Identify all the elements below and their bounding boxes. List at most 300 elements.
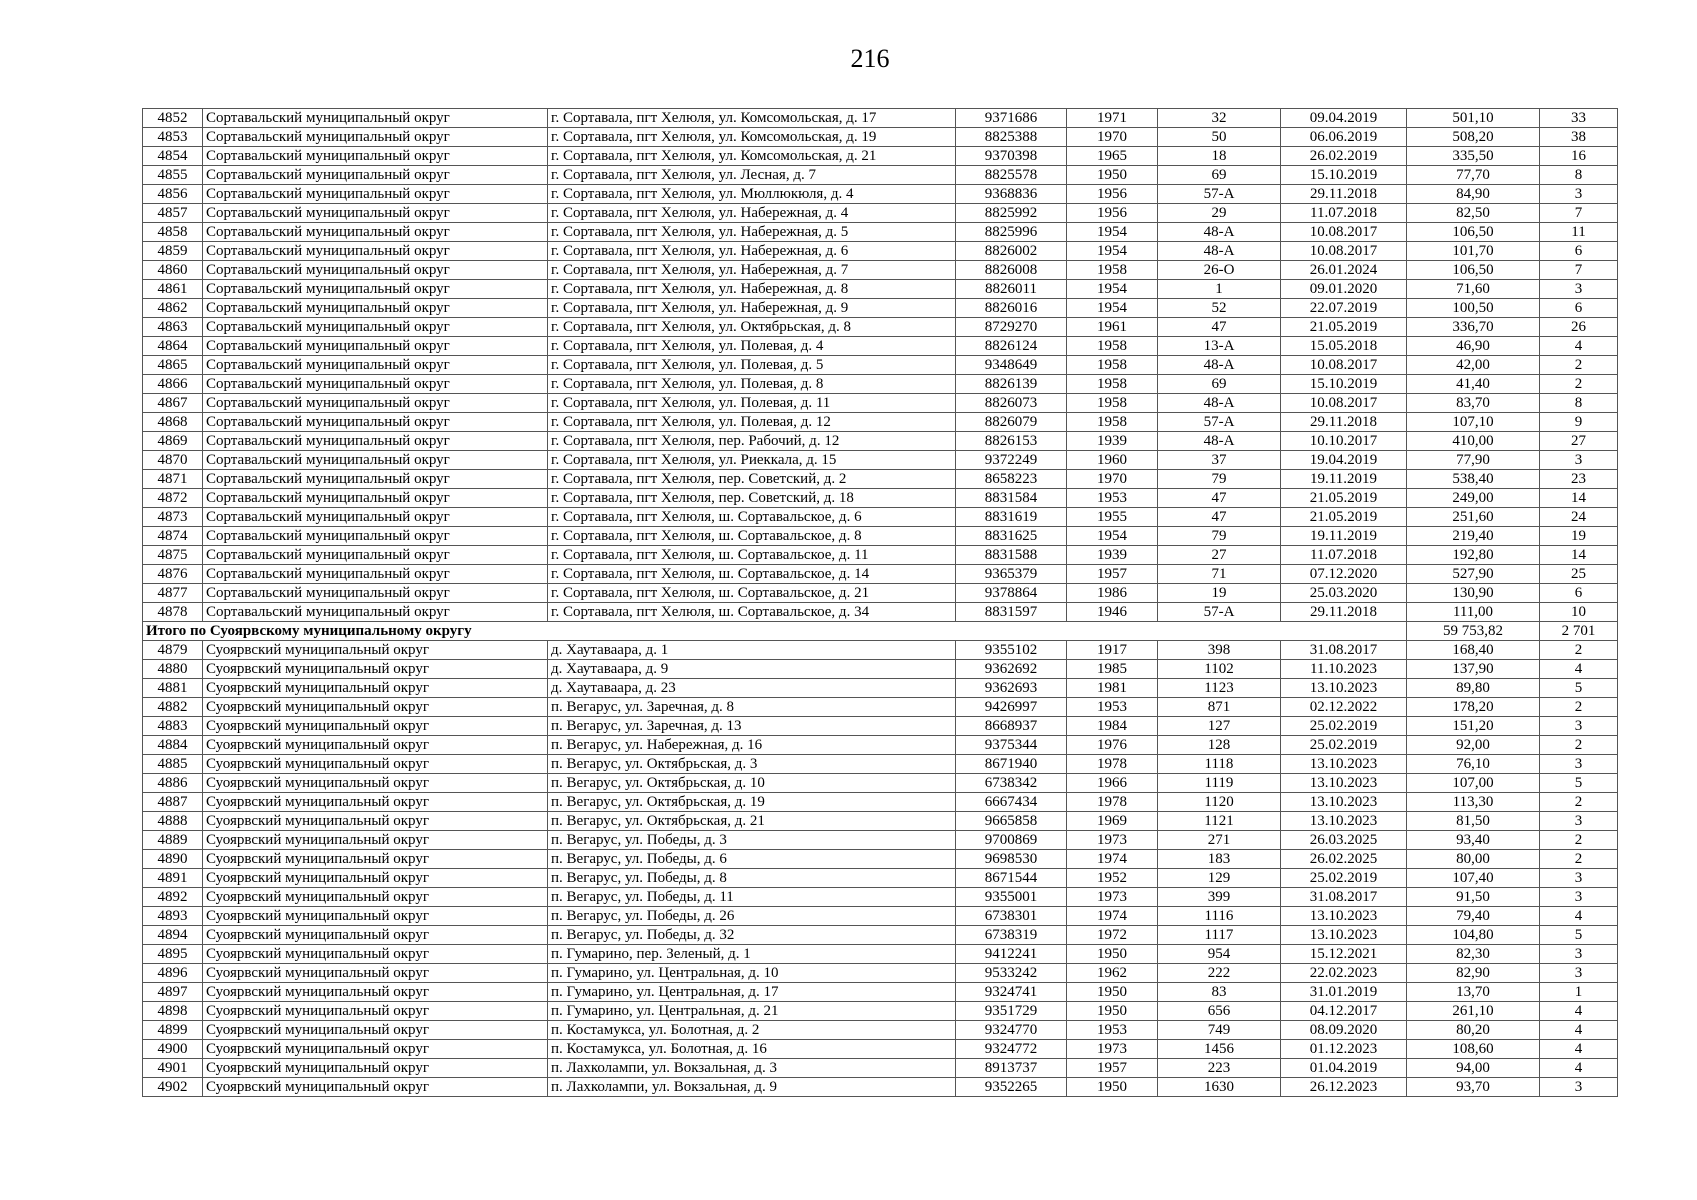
address-cell: г. Сортавала, пгт Хелюля, ул. Полевая, д. 11 (548, 394, 956, 413)
address-cell: г. Сортавала, пгт Хелюля, ш. Сортавальское, д. 14 (548, 565, 956, 584)
year-cell: 1939 (1067, 546, 1158, 565)
municipality-cell: Сортавальский муниципальный округ (203, 337, 548, 356)
document-number-cell: 399 (1158, 888, 1281, 907)
table-row (143, 242, 1618, 261)
document-date-cell: 21.05.2019 (1281, 508, 1407, 527)
document-date-cell: 29.11.2018 (1281, 185, 1407, 204)
table-row (143, 603, 1618, 622)
document-date-cell: 09.01.2020 (1281, 280, 1407, 299)
address-cell: г. Сортавала, пгт Хелюля, ул. Лесная, д. 7 (548, 166, 956, 185)
document-date-cell: 26.12.2023 (1281, 1078, 1407, 1097)
address-cell: г. Сортавала, пгт Хелюля, ул. Риеккала, д. 15 (548, 451, 956, 470)
municipality-cell: Сортавальский муниципальный округ (203, 356, 548, 375)
document-date-cell: 07.12.2020 (1281, 565, 1407, 584)
building-id-cell: 8826008 (956, 261, 1067, 280)
area-cell: 219,40 (1407, 527, 1540, 546)
municipality-cell: Сортавальский муниципальный округ (203, 166, 548, 185)
area-cell: 82,50 (1407, 204, 1540, 223)
area-cell: 82,30 (1407, 945, 1540, 964)
municipality-cell: Суоярвский муниципальный округ (203, 774, 548, 793)
year-cell: 1957 (1067, 1059, 1158, 1078)
building-id-cell: 8826002 (956, 242, 1067, 261)
municipality-cell: Суоярвский муниципальный округ (203, 698, 548, 717)
row-number: 4885 (143, 755, 203, 774)
area-cell: 83,70 (1407, 394, 1540, 413)
document-number-cell: 57-А (1158, 413, 1281, 432)
residents-cell: 3 (1540, 451, 1618, 470)
residents-cell: 2 (1540, 831, 1618, 850)
year-cell: 1958 (1067, 413, 1158, 432)
municipality-cell: Суоярвский муниципальный округ (203, 755, 548, 774)
residents-cell: 2 (1540, 698, 1618, 717)
municipality-cell: Сортавальский муниципальный округ (203, 223, 548, 242)
year-cell: 1954 (1067, 223, 1158, 242)
area-cell: 46,90 (1407, 337, 1540, 356)
area-cell: 508,20 (1407, 128, 1540, 147)
residents-cell: 24 (1540, 508, 1618, 527)
building-id-cell: 8826139 (956, 375, 1067, 394)
year-cell: 1974 (1067, 907, 1158, 926)
area-cell: 93,70 (1407, 1078, 1540, 1097)
municipality-cell: Суоярвский муниципальный округ (203, 1021, 548, 1040)
year-cell: 1973 (1067, 888, 1158, 907)
address-cell: г. Сортавала, пгт Хелюля, ул. Набережная, д. 6 (548, 242, 956, 261)
building-id-cell: 9351729 (956, 1002, 1067, 1021)
year-cell: 1954 (1067, 527, 1158, 546)
subtotal-area: 59 753,82 (1407, 622, 1540, 641)
residents-cell: 7 (1540, 204, 1618, 223)
row-number: 4892 (143, 888, 203, 907)
document-date-cell: 10.08.2017 (1281, 356, 1407, 375)
document-date-cell: 10.10.2017 (1281, 432, 1407, 451)
area-cell: 251,60 (1407, 508, 1540, 527)
area-cell: 335,50 (1407, 147, 1540, 166)
address-cell: п. Лахколампи, ул. Вокзальная, д. 9 (548, 1078, 956, 1097)
document-date-cell: 13.10.2023 (1281, 907, 1407, 926)
building-id-cell: 8826011 (956, 280, 1067, 299)
row-number: 4898 (143, 1002, 203, 1021)
document-date-cell: 10.08.2017 (1281, 223, 1407, 242)
building-id-cell: 9348649 (956, 356, 1067, 375)
document-date-cell: 21.05.2019 (1281, 489, 1407, 508)
municipality-cell: Сортавальский муниципальный округ (203, 603, 548, 622)
municipality-cell: Сортавальский муниципальный округ (203, 451, 548, 470)
year-cell: 1952 (1067, 869, 1158, 888)
area-cell: 538,40 (1407, 470, 1540, 489)
municipality-cell: Суоярвский муниципальный округ (203, 945, 548, 964)
table-row (143, 641, 1618, 660)
document-number-cell: 129 (1158, 869, 1281, 888)
table-row (143, 451, 1618, 470)
year-cell: 1950 (1067, 983, 1158, 1002)
table-row (143, 470, 1618, 489)
table-row (143, 1040, 1618, 1059)
document-date-cell: 13.10.2023 (1281, 774, 1407, 793)
area-cell: 77,70 (1407, 166, 1540, 185)
municipality-cell: Сортавальский муниципальный округ (203, 527, 548, 546)
document-number-cell: 127 (1158, 717, 1281, 736)
building-id-cell: 8729270 (956, 318, 1067, 337)
residents-cell: 3 (1540, 717, 1618, 736)
residents-cell: 2 (1540, 356, 1618, 375)
table-row (143, 204, 1618, 223)
building-id-cell: 9324770 (956, 1021, 1067, 1040)
area-cell: 41,40 (1407, 375, 1540, 394)
document-number-cell: 48-А (1158, 242, 1281, 261)
year-cell: 1973 (1067, 1040, 1158, 1059)
address-cell: г. Сортавала, пгт Хелюля, ул. Полевая, д. 5 (548, 356, 956, 375)
residents-cell: 2 (1540, 641, 1618, 660)
document-date-cell: 15.05.2018 (1281, 337, 1407, 356)
year-cell: 1981 (1067, 679, 1158, 698)
document-number-cell: 1118 (1158, 755, 1281, 774)
document-number-cell: 1456 (1158, 1040, 1281, 1059)
residents-cell: 3 (1540, 869, 1618, 888)
document-date-cell: 25.02.2019 (1281, 736, 1407, 755)
residents-cell: 2 (1540, 850, 1618, 869)
year-cell: 1973 (1067, 831, 1158, 850)
area-cell: 249,00 (1407, 489, 1540, 508)
municipality-cell: Суоярвский муниципальный округ (203, 1059, 548, 1078)
document-date-cell: 10.08.2017 (1281, 242, 1407, 261)
municipality-cell: Сортавальский муниципальный округ (203, 261, 548, 280)
table-row (143, 261, 1618, 280)
address-cell: г. Сортавала, пгт Хелюля, ул. Набережная, д. 5 (548, 223, 956, 242)
table-row (143, 508, 1618, 527)
residents-cell: 5 (1540, 679, 1618, 698)
building-id-cell: 9355102 (956, 641, 1067, 660)
building-id-cell: 9700869 (956, 831, 1067, 850)
document-number-cell: 37 (1158, 451, 1281, 470)
subtotal-row (143, 622, 1618, 641)
table-row (143, 1078, 1618, 1097)
address-cell: п. Костамукса, ул. Болотная, д. 2 (548, 1021, 956, 1040)
document-date-cell: 21.05.2019 (1281, 318, 1407, 337)
municipality-cell: Суоярвский муниципальный округ (203, 831, 548, 850)
row-number: 4875 (143, 546, 203, 565)
municipality-cell: Суоярвский муниципальный округ (203, 793, 548, 812)
area-cell: 192,80 (1407, 546, 1540, 565)
municipality-cell: Суоярвский муниципальный округ (203, 641, 548, 660)
residents-cell: 3 (1540, 812, 1618, 831)
row-number: 4852 (143, 109, 203, 128)
residents-cell: 4 (1540, 1059, 1618, 1078)
address-cell: д. Хаутаваара, д. 1 (548, 641, 956, 660)
address-cell: п. Гумарино, ул. Центральная, д. 21 (548, 1002, 956, 1021)
address-cell: г. Сортавала, пгт Хелюля, ул. Комсомольская, д. 17 (548, 109, 956, 128)
residents-cell: 33 (1540, 109, 1618, 128)
table-row (143, 147, 1618, 166)
building-id-cell: 6738319 (956, 926, 1067, 945)
table-row (143, 432, 1618, 451)
document-number-cell: 52 (1158, 299, 1281, 318)
document-date-cell: 15.10.2019 (1281, 166, 1407, 185)
residents-cell: 11 (1540, 223, 1618, 242)
municipality-cell: Сортавальский муниципальный округ (203, 318, 548, 337)
residents-cell: 3 (1540, 280, 1618, 299)
table-row (143, 983, 1618, 1002)
residents-cell: 3 (1540, 185, 1618, 204)
residents-cell: 5 (1540, 774, 1618, 793)
residents-cell: 14 (1540, 546, 1618, 565)
municipality-cell: Сортавальский муниципальный округ (203, 109, 548, 128)
table-row (143, 717, 1618, 736)
building-id-cell: 9372249 (956, 451, 1067, 470)
document-number-cell: 1119 (1158, 774, 1281, 793)
residents-cell: 16 (1540, 147, 1618, 166)
municipality-cell: Суоярвский муниципальный округ (203, 679, 548, 698)
row-number: 4890 (143, 850, 203, 869)
document-date-cell: 11.10.2023 (1281, 660, 1407, 679)
document-date-cell: 09.04.2019 (1281, 109, 1407, 128)
document-date-cell: 13.10.2023 (1281, 793, 1407, 812)
document-date-cell: 19.11.2019 (1281, 470, 1407, 489)
document-date-cell: 29.11.2018 (1281, 603, 1407, 622)
row-number: 4883 (143, 717, 203, 736)
document-date-cell: 26.03.2025 (1281, 831, 1407, 850)
residents-cell: 1 (1540, 983, 1618, 1002)
document-number-cell: 69 (1158, 375, 1281, 394)
table-row (143, 584, 1618, 603)
residents-cell: 6 (1540, 299, 1618, 318)
year-cell: 1970 (1067, 470, 1158, 489)
row-number: 4872 (143, 489, 203, 508)
row-number: 4891 (143, 869, 203, 888)
row-number: 4899 (143, 1021, 203, 1040)
address-cell: г. Сортавала, пгт Хелюля, ул. Комсомольская, д. 19 (548, 128, 956, 147)
residents-cell: 26 (1540, 318, 1618, 337)
area-cell: 84,90 (1407, 185, 1540, 204)
document-date-cell: 06.06.2019 (1281, 128, 1407, 147)
address-cell: г. Сортавала, пгт Хелюля, пер. Советский, д. 18 (548, 489, 956, 508)
document-date-cell: 10.08.2017 (1281, 394, 1407, 413)
row-number: 4867 (143, 394, 203, 413)
table-row (143, 1021, 1618, 1040)
document-number-cell: 48-А (1158, 223, 1281, 242)
residents-cell: 38 (1540, 128, 1618, 147)
row-number: 4894 (143, 926, 203, 945)
area-cell: 410,00 (1407, 432, 1540, 451)
municipality-cell: Суоярвский муниципальный округ (203, 926, 548, 945)
document-number-cell: 47 (1158, 318, 1281, 337)
building-id-cell: 9412241 (956, 945, 1067, 964)
document-number-cell: 1 (1158, 280, 1281, 299)
building-id-cell: 9355001 (956, 888, 1067, 907)
row-number: 4871 (143, 470, 203, 489)
document-date-cell: 13.10.2023 (1281, 755, 1407, 774)
row-number: 4860 (143, 261, 203, 280)
building-id-cell: 8658223 (956, 470, 1067, 489)
building-id-cell: 9362693 (956, 679, 1067, 698)
residents-cell: 2 (1540, 375, 1618, 394)
document-date-cell: 08.09.2020 (1281, 1021, 1407, 1040)
municipality-cell: Суоярвский муниципальный округ (203, 1002, 548, 1021)
area-cell: 101,70 (1407, 242, 1540, 261)
municipality-cell: Сортавальский муниципальный округ (203, 470, 548, 489)
building-id-cell: 8825996 (956, 223, 1067, 242)
row-number: 4864 (143, 337, 203, 356)
document-number-cell: 1117 (1158, 926, 1281, 945)
document-number-cell: 1102 (1158, 660, 1281, 679)
municipality-cell: Сортавальский муниципальный округ (203, 128, 548, 147)
row-number: 4878 (143, 603, 203, 622)
municipality-cell: Сортавальский муниципальный округ (203, 413, 548, 432)
document-date-cell: 19.04.2019 (1281, 451, 1407, 470)
address-cell: г. Сортавала, пгт Хелюля, ш. Сортавальское, д. 11 (548, 546, 956, 565)
area-cell: 527,90 (1407, 565, 1540, 584)
row-number: 4887 (143, 793, 203, 812)
row-number: 4858 (143, 223, 203, 242)
municipality-cell: Суоярвский муниципальный округ (203, 888, 548, 907)
municipality-cell: Сортавальский муниципальный округ (203, 489, 548, 508)
address-cell: п. Лахколампи, ул. Вокзальная, д. 3 (548, 1059, 956, 1078)
building-id-cell: 6738342 (956, 774, 1067, 793)
building-id-cell: 8826079 (956, 413, 1067, 432)
document-number-cell: 1630 (1158, 1078, 1281, 1097)
residents-cell: 2 (1540, 736, 1618, 755)
year-cell: 1976 (1067, 736, 1158, 755)
municipality-cell: Сортавальский муниципальный округ (203, 375, 548, 394)
year-cell: 1978 (1067, 755, 1158, 774)
document-number-cell: 32 (1158, 109, 1281, 128)
year-cell: 1958 (1067, 375, 1158, 394)
address-cell: п. Вегарус, ул. Октябрьская, д. 3 (548, 755, 956, 774)
table-row (143, 793, 1618, 812)
document-date-cell: 15.12.2021 (1281, 945, 1407, 964)
year-cell: 1953 (1067, 489, 1158, 508)
residents-cell: 3 (1540, 964, 1618, 983)
row-number: 4873 (143, 508, 203, 527)
row-number: 4857 (143, 204, 203, 223)
document-date-cell: 01.12.2023 (1281, 1040, 1407, 1059)
area-cell: 178,20 (1407, 698, 1540, 717)
year-cell: 1956 (1067, 204, 1158, 223)
document-number-cell: 222 (1158, 964, 1281, 983)
residents-cell: 2 (1540, 793, 1618, 812)
building-id-cell: 9426997 (956, 698, 1067, 717)
building-id-cell: 8913737 (956, 1059, 1067, 1078)
document-date-cell: 04.12.2017 (1281, 1002, 1407, 1021)
document-date-cell: 26.02.2019 (1281, 147, 1407, 166)
residents-cell: 19 (1540, 527, 1618, 546)
area-cell: 168,40 (1407, 641, 1540, 660)
residents-cell: 4 (1540, 1002, 1618, 1021)
table-row (143, 527, 1618, 546)
area-cell: 261,10 (1407, 1002, 1540, 1021)
address-cell: г. Сортавала, пгт Хелюля, ул. Полевая, д. 8 (548, 375, 956, 394)
table-row (143, 850, 1618, 869)
year-cell: 1950 (1067, 945, 1158, 964)
residents-cell: 23 (1540, 470, 1618, 489)
row-number: 4902 (143, 1078, 203, 1097)
document-number-cell: 13-А (1158, 337, 1281, 356)
document-date-cell: 22.02.2023 (1281, 964, 1407, 983)
document-number-cell: 71 (1158, 565, 1281, 584)
table-row (143, 812, 1618, 831)
address-cell: г. Сортавала, пгт Хелюля, ул. Полевая, д. 12 (548, 413, 956, 432)
table-row (143, 660, 1618, 679)
building-id-cell: 9378864 (956, 584, 1067, 603)
document-number-cell: 183 (1158, 850, 1281, 869)
municipality-cell: Суоярвский муниципальный округ (203, 736, 548, 755)
municipality-cell: Сортавальский муниципальный округ (203, 204, 548, 223)
address-cell: п. Вегарус, ул. Октябрьская, д. 10 (548, 774, 956, 793)
area-cell: 82,90 (1407, 964, 1540, 983)
document-number-cell: 48-А (1158, 356, 1281, 375)
document-number-cell: 57-А (1158, 603, 1281, 622)
residents-cell: 8 (1540, 166, 1618, 185)
row-number: 4874 (143, 527, 203, 546)
document-date-cell: 19.11.2019 (1281, 527, 1407, 546)
row-number: 4870 (143, 451, 203, 470)
municipality-cell: Суоярвский муниципальный округ (203, 717, 548, 736)
year-cell: 1985 (1067, 660, 1158, 679)
area-cell: 130,90 (1407, 584, 1540, 603)
table-row (143, 299, 1618, 318)
address-cell: д. Хаутаваара, д. 23 (548, 679, 956, 698)
municipality-cell: Сортавальский муниципальный округ (203, 280, 548, 299)
address-cell: г. Сортавала, пгт Хелюля, ул. Набережная, д. 4 (548, 204, 956, 223)
table-row (143, 223, 1618, 242)
table-row (143, 166, 1618, 185)
address-cell: г. Сортавала, пгт Хелюля, ул. Полевая, д. 4 (548, 337, 956, 356)
area-cell: 113,30 (1407, 793, 1540, 812)
row-number: 4869 (143, 432, 203, 451)
address-cell: п. Вегарус, ул. Октябрьская, д. 19 (548, 793, 956, 812)
residents-cell: 3 (1540, 888, 1618, 907)
year-cell: 1939 (1067, 432, 1158, 451)
year-cell: 1961 (1067, 318, 1158, 337)
row-number: 4853 (143, 128, 203, 147)
area-cell: 108,60 (1407, 1040, 1540, 1059)
area-cell: 107,10 (1407, 413, 1540, 432)
page-number: 216 (850, 44, 890, 73)
table-row (143, 774, 1618, 793)
document-date-cell: 25.02.2019 (1281, 869, 1407, 888)
municipality-cell: Сортавальский муниципальный округ (203, 584, 548, 603)
year-cell: 1957 (1067, 565, 1158, 584)
row-number: 4879 (143, 641, 203, 660)
year-cell: 1966 (1067, 774, 1158, 793)
building-id-cell: 9368836 (956, 185, 1067, 204)
address-cell: п. Вегарус, ул. Победы, д. 32 (548, 926, 956, 945)
residents-cell: 4 (1540, 907, 1618, 926)
row-number: 4877 (143, 584, 203, 603)
residents-cell: 3 (1540, 945, 1618, 964)
row-number: 4876 (143, 565, 203, 584)
municipality-cell: Суоярвский муниципальный округ (203, 1040, 548, 1059)
area-cell: 13,70 (1407, 983, 1540, 1002)
row-number: 4854 (143, 147, 203, 166)
address-cell: г. Сортавала, пгт Хелюля, ш. Сортавальское, д. 21 (548, 584, 956, 603)
building-id-cell: 9365379 (956, 565, 1067, 584)
address-cell: п. Вегарус, ул. Победы, д. 6 (548, 850, 956, 869)
municipality-cell: Сортавальский муниципальный округ (203, 299, 548, 318)
table-row (143, 280, 1618, 299)
year-cell: 1955 (1067, 508, 1158, 527)
municipality-cell: Сортавальский муниципальный округ (203, 147, 548, 166)
address-cell: п. Вегарус, ул. Заречная, д. 13 (548, 717, 956, 736)
document-number-cell: 271 (1158, 831, 1281, 850)
year-cell: 1960 (1067, 451, 1158, 470)
table-row (143, 337, 1618, 356)
row-number: 4895 (143, 945, 203, 964)
address-cell: г. Сортавала, пгт Хелюля, пер. Советский, д. 2 (548, 470, 956, 489)
building-id-cell: 6738301 (956, 907, 1067, 926)
table-row (143, 964, 1618, 983)
year-cell: 1950 (1067, 166, 1158, 185)
document-number-cell: 27 (1158, 546, 1281, 565)
